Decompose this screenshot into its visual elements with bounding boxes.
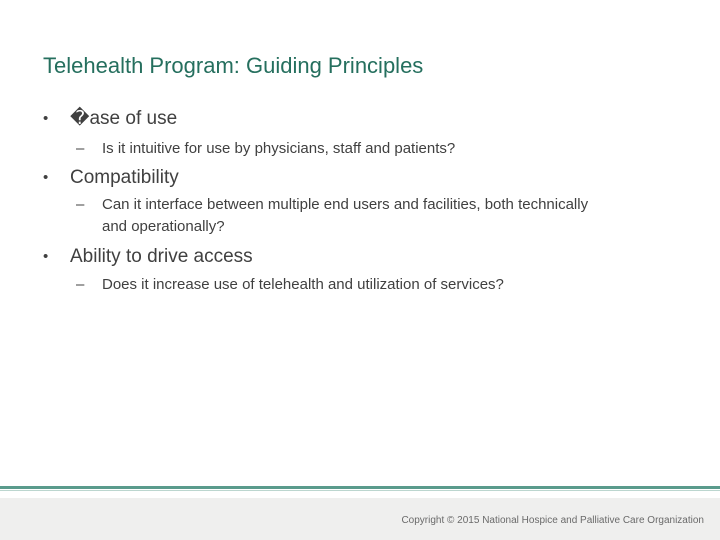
sub-bullet-item bbox=[76, 274, 636, 296]
bullet-marker: • bbox=[43, 248, 49, 265]
sub-bullet-marker: – bbox=[76, 140, 85, 157]
sub-bullet-item bbox=[76, 138, 636, 160]
bullet-item bbox=[43, 108, 177, 130]
sub-bullet-item bbox=[76, 194, 616, 238]
footer-divider-thin bbox=[0, 490, 720, 491]
footer-divider bbox=[0, 486, 720, 489]
bullet-item bbox=[43, 167, 179, 189]
bullet-text: Ability to drive access bbox=[70, 246, 253, 267]
sub-bullet-marker: – bbox=[76, 276, 85, 293]
bullet-marker: • bbox=[43, 110, 49, 127]
bullet-text: �ase of use bbox=[70, 108, 178, 129]
sub-bullet-text: Does it increase use of telehealth and utilization of services? bbox=[102, 276, 504, 293]
sub-bullet-text: Is it intuitive for use by physicians, staff and patients? bbox=[102, 140, 456, 157]
sub-bullet-marker: – bbox=[76, 196, 85, 213]
bullet-text: Compatibility bbox=[70, 167, 179, 188]
bullet-item bbox=[43, 246, 253, 268]
copyright-notice: Copyright © 2015 National Hospice and Palliative Care Organization bbox=[401, 515, 704, 526]
slide-title: Telehealth Program: Guiding Principles bbox=[43, 53, 424, 78]
footer bbox=[0, 498, 720, 540]
bullet-marker: • bbox=[43, 169, 49, 186]
sub-bullet-text: Can it interface between multiple end users and facilities, both technically and operationally? bbox=[102, 196, 589, 235]
